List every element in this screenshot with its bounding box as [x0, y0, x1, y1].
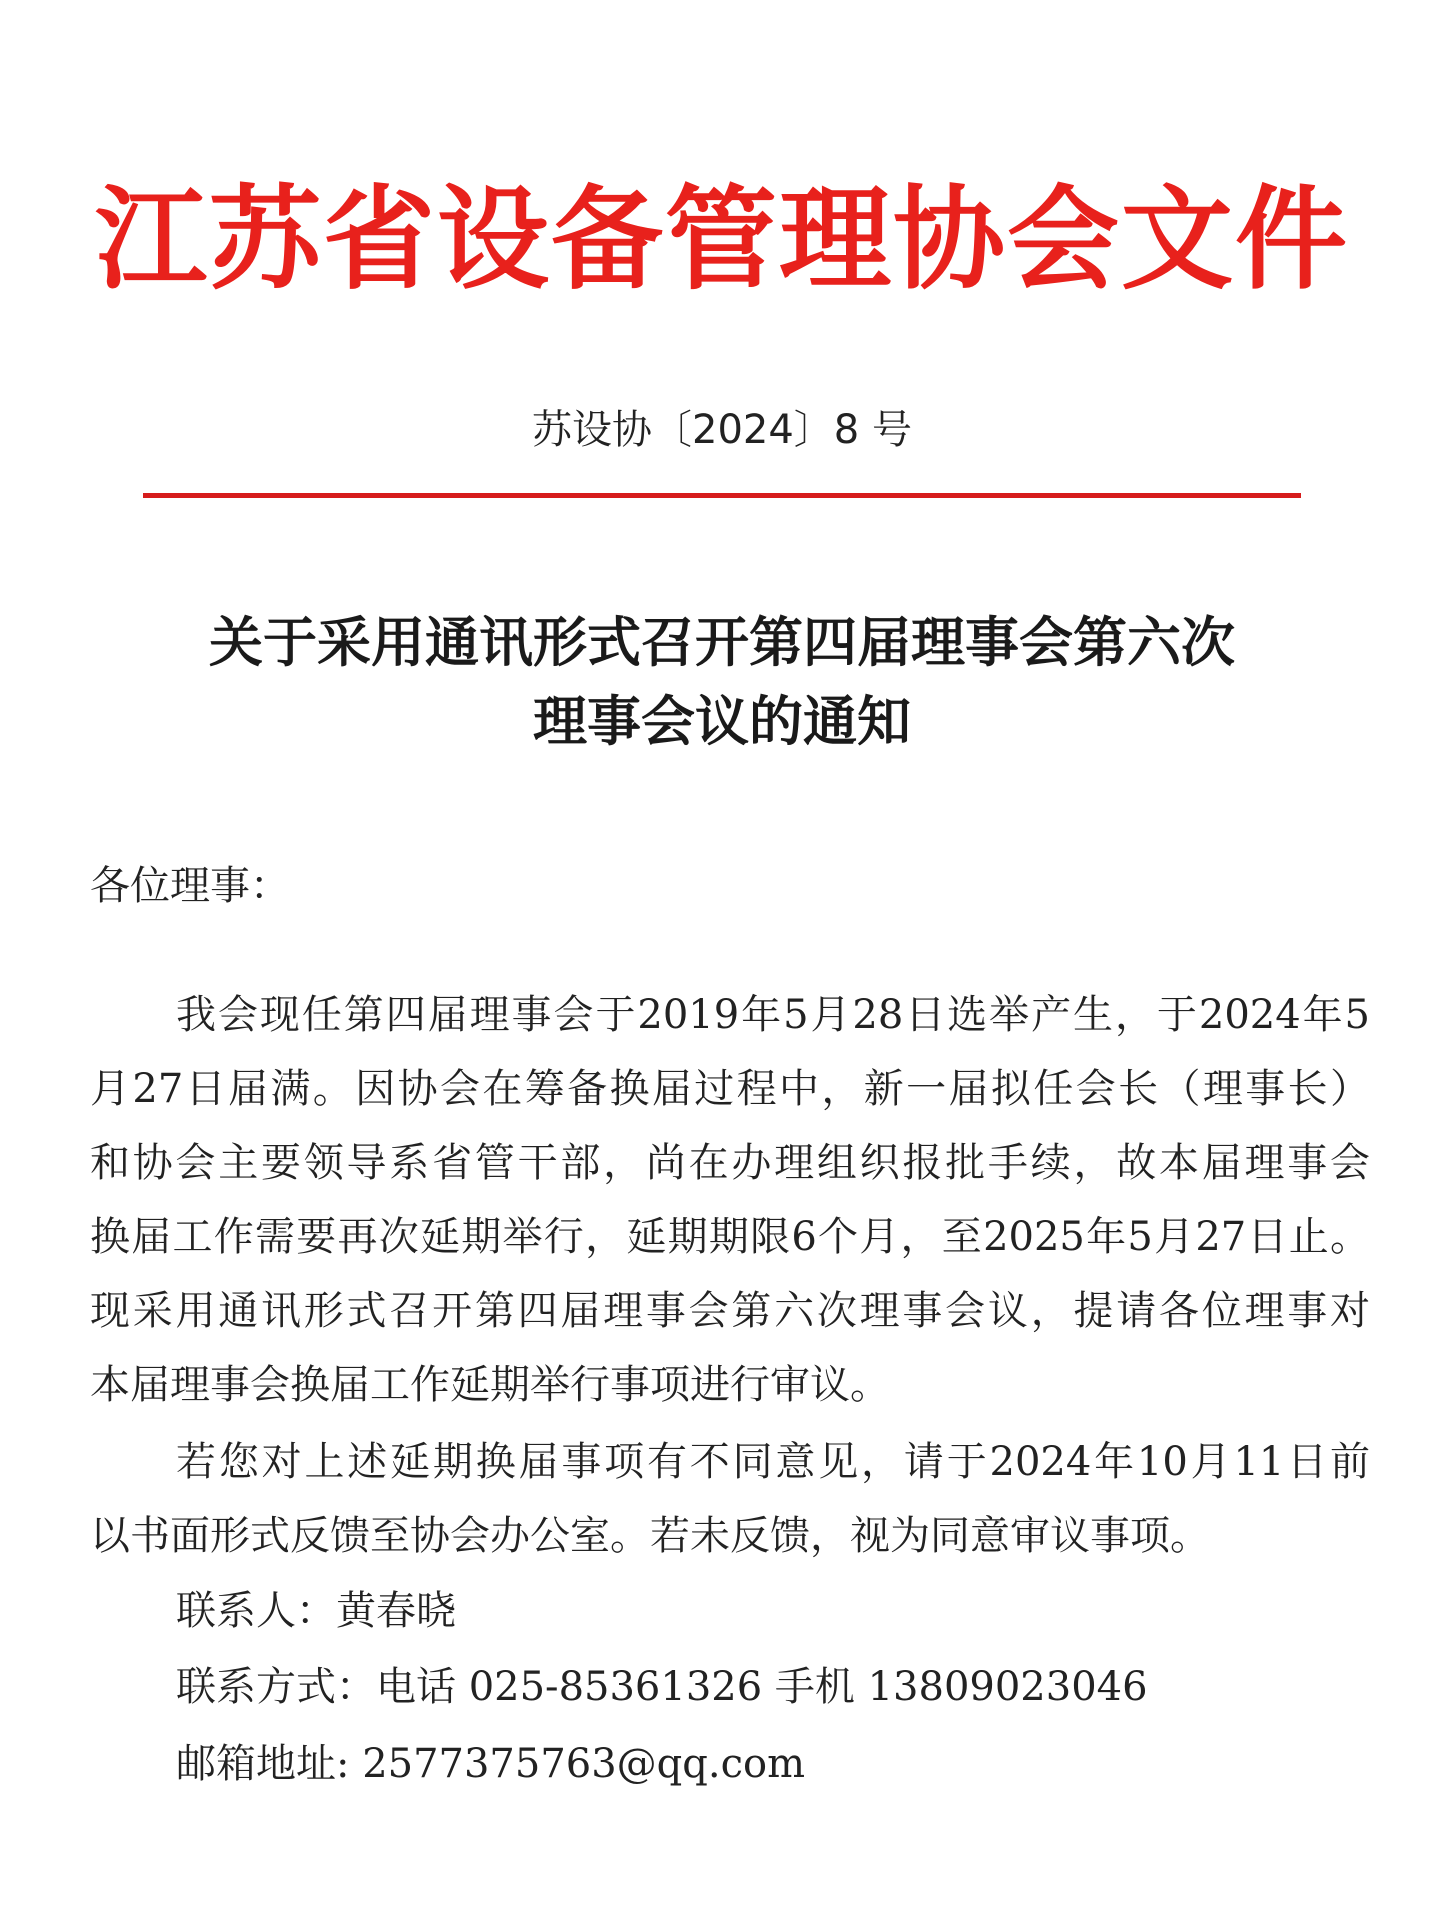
notice-title-line-2: 理事会议的通知	[533, 690, 911, 753]
salutation: 各位理事：	[90, 863, 290, 909]
notice-title-line-1: 关于采用通讯形式召开第四届理事会第六次	[209, 611, 1235, 674]
paragraph-line: 本届理事会换届工作延期举行事项进行审议。	[90, 1362, 890, 1408]
paragraph-line: 以书面形式反馈至协会办公室。若未反馈，视为同意审议事项。	[90, 1513, 1210, 1559]
paragraph-line: 现采用通讯形式召开第四届理事会第六次理事会议，提请各位理事对	[90, 1288, 1370, 1334]
paragraph-line: 若您对上述延期换届事项有不同意见，请于2024年10月11日前	[176, 1439, 1370, 1485]
document-number: 苏设协〔2024〕8 号	[532, 407, 912, 453]
document-masthead: 江苏省设备管理协会文件	[95, 175, 1349, 305]
contact-email: 邮箱地址: 2577375763@qq.com	[176, 1741, 806, 1787]
paragraph-line: 我会现任第四届理事会于2019年5月28日选举产生，于2024年5	[176, 992, 1370, 1038]
contact-method: 联系方式：电话 025-85361326 手机 13809023046	[176, 1664, 1148, 1710]
contact-person: 联系人：黄春晓	[176, 1588, 456, 1634]
paragraph-line: 和协会主要领导系省管干部，尚在办理组织报批手续，故本届理事会	[90, 1140, 1370, 1186]
paragraph-line: 换届工作需要再次延期举行，延期期限6个月，至2025年5月27日止。	[90, 1214, 1370, 1260]
paragraph-line: 月27日届满。因协会在筹备换届过程中，新一届拟任会长（理事长）	[90, 1066, 1370, 1112]
red-divider-line	[143, 493, 1301, 498]
